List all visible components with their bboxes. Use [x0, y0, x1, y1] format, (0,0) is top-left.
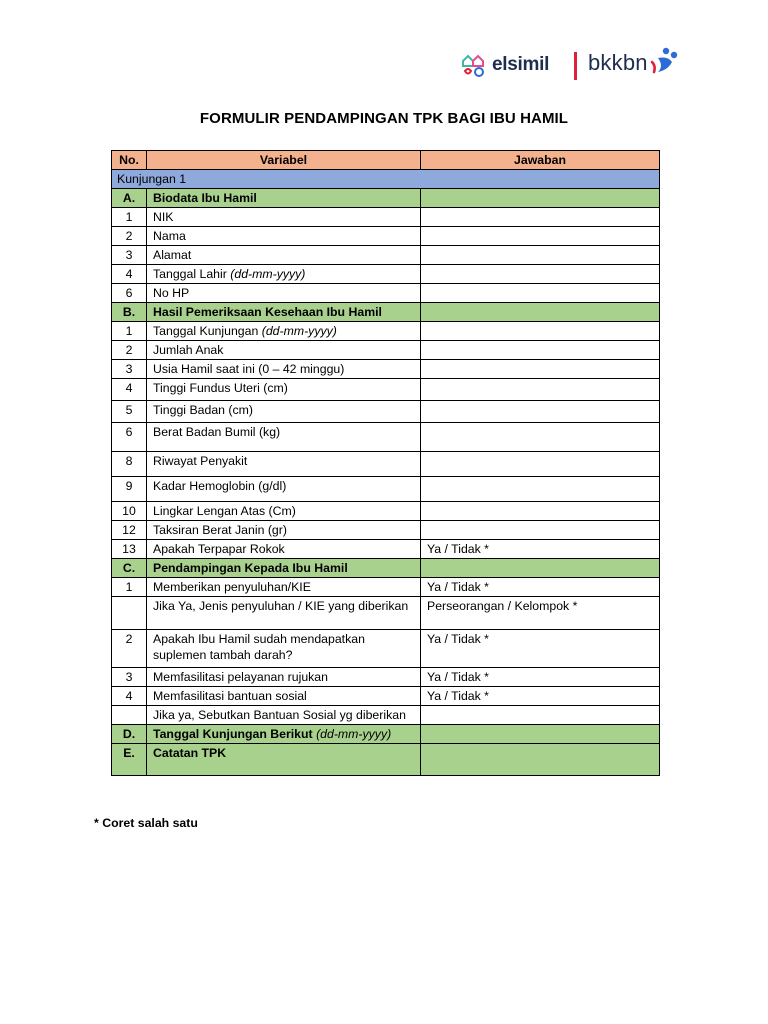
table-row	[112, 284, 660, 303]
section-row-c	[112, 559, 660, 578]
row-number: 8	[112, 452, 147, 477]
variable-label: Jika ya, Sebutkan Bantuan Sosial yg diberikan	[153, 708, 406, 722]
form-title: FORMULIR PENDAMPINGAN TPK BAGI IBU HAMIL	[199, 110, 569, 127]
variable-label: Nama	[153, 229, 186, 243]
variable-cell	[147, 322, 421, 341]
variable-cell	[147, 668, 421, 687]
variable-label: Memberikan penyuluhan/KIE	[153, 580, 311, 594]
row-number: 3	[112, 360, 147, 379]
footnote: * Coret salah satu	[94, 816, 198, 830]
variable-label: Tinggi Badan (cm)	[153, 403, 254, 417]
variable-cell	[147, 540, 421, 559]
answer-cell[interactable]	[421, 284, 660, 303]
variable-label: Taksiran Berat Janin (gr)	[153, 523, 287, 537]
variable-cell	[147, 284, 421, 303]
variable-label: Alamat	[153, 248, 192, 262]
variable-cell	[147, 687, 421, 706]
answer-cell[interactable]	[421, 502, 660, 521]
row-number: 1	[112, 322, 147, 341]
table-row	[112, 502, 660, 521]
logo-divider	[574, 52, 577, 80]
answer-cell[interactable]: Ya / Tidak *	[421, 668, 660, 687]
answer-cell[interactable]	[421, 341, 660, 360]
row-number	[112, 706, 147, 725]
logo-bar	[460, 46, 690, 90]
answer-cell[interactable]: Ya / Tidak *	[421, 687, 660, 706]
row-number: 1	[112, 578, 147, 597]
table-row	[112, 379, 660, 401]
section-b-rows	[112, 322, 660, 559]
section-label: Pendampingan Kepada Ibu Hamil	[147, 559, 421, 578]
row-number: 12	[112, 521, 147, 540]
row-number: 1	[112, 208, 147, 227]
variable-cell	[147, 360, 421, 379]
row-number: 2	[112, 341, 147, 360]
row-number: 13	[112, 540, 147, 559]
section-row-e	[112, 744, 660, 776]
variable-cell	[147, 379, 421, 401]
variable-label: Tanggal Kunjungan	[153, 324, 262, 338]
answer-cell[interactable]	[421, 322, 660, 341]
section-row-a	[112, 189, 660, 208]
form-table	[111, 150, 660, 776]
answer-cell[interactable]	[421, 189, 660, 208]
answer-cell[interactable]: Ya / Tidak *	[421, 578, 660, 597]
table-row	[112, 477, 660, 502]
table-row	[112, 630, 660, 668]
visit-row	[112, 170, 660, 189]
table-row	[112, 423, 660, 452]
answer-cell[interactable]	[421, 706, 660, 725]
table-row	[112, 668, 660, 687]
date-format-hint: (dd-mm-yyyy)	[230, 267, 306, 281]
section-no: C.	[112, 559, 147, 578]
row-number: 9	[112, 477, 147, 502]
variable-cell	[147, 423, 421, 452]
row-number: 5	[112, 401, 147, 423]
answer-cell[interactable]	[421, 246, 660, 265]
variable-cell	[147, 477, 421, 502]
answer-cell[interactable]	[421, 477, 660, 502]
row-number: 6	[112, 284, 147, 303]
bkkbn-wordmark: bkkbn	[588, 50, 648, 75]
answer-cell[interactable]	[421, 452, 660, 477]
table-row	[112, 246, 660, 265]
variable-cell	[147, 502, 421, 521]
elsimil-logo	[460, 50, 549, 80]
answer-cell[interactable]	[421, 208, 660, 227]
variable-cell	[147, 578, 421, 597]
table-row	[112, 540, 660, 559]
table-row	[112, 597, 660, 630]
section-label: Catatan TPK	[147, 744, 421, 776]
variable-cell	[147, 401, 421, 423]
section-label: Hasil Pemeriksaan Kesehaan Ibu Hamil	[147, 303, 421, 322]
variable-cell	[147, 265, 421, 284]
answer-cell[interactable]	[421, 360, 660, 379]
variable-cell	[147, 227, 421, 246]
variable-label: Tinggi Fundus Uteri (cm)	[153, 381, 288, 395]
answer-cell[interactable]	[421, 744, 660, 776]
table-row	[112, 401, 660, 423]
variable-label: Apakah Terpapar Rokok	[153, 542, 285, 556]
row-number: 4	[112, 379, 147, 401]
variable-label: Jika Ya, Jenis penyuluhan / KIE yang diberikan	[153, 599, 409, 613]
variable-cell	[147, 597, 421, 630]
table-row	[112, 322, 660, 341]
variable-label: Riwayat Penyakit	[153, 454, 248, 468]
answer-cell[interactable]: Ya / Tidak *	[421, 540, 660, 559]
row-number: 3	[112, 668, 147, 687]
row-number: 10	[112, 502, 147, 521]
table-row	[112, 521, 660, 540]
table-row	[112, 341, 660, 360]
row-number: 6	[112, 423, 147, 452]
row-number: 2	[112, 630, 147, 668]
section-label-text: Tanggal Kunjungan Berikut	[153, 727, 317, 741]
visit-label: Kunjungan 1	[112, 170, 660, 189]
answer-cell[interactable]	[421, 303, 660, 322]
elsimil-house-icon	[460, 50, 490, 80]
answer-cell[interactable]	[421, 423, 660, 452]
section-row-d	[112, 725, 660, 744]
section-c-rows	[112, 578, 660, 725]
header-answer: Jawaban	[421, 151, 660, 170]
answer-cell[interactable]: Ya / Tidak *	[421, 630, 660, 668]
row-number	[112, 597, 147, 630]
header-variable: Variabel	[147, 151, 421, 170]
answer-cell[interactable]	[421, 725, 660, 744]
date-format-hint: (dd-mm-yyyy)	[261, 324, 337, 338]
table-row	[112, 360, 660, 379]
variable-cell	[147, 208, 421, 227]
variable-label: Jumlah Anak	[153, 343, 224, 357]
bkkbn-logo	[588, 46, 680, 76]
date-format-hint: (dd-mm-yyyy)	[316, 727, 392, 741]
answer-cell[interactable]	[421, 379, 660, 401]
variable-label: No HP	[153, 286, 190, 300]
variable-cell	[147, 521, 421, 540]
answer-cell[interactable]	[421, 401, 660, 423]
variable-cell	[147, 452, 421, 477]
variable-label: Lingkar Lengan Atas (Cm)	[153, 504, 296, 518]
elsimil-wordmark: elsimil	[492, 54, 550, 75]
variable-label: Kadar Hemoglobin (g/dl)	[153, 479, 287, 493]
answer-cell[interactable]	[421, 227, 660, 246]
section-a-rows	[112, 208, 660, 303]
section-label	[147, 725, 421, 744]
answer-cell[interactable]	[421, 265, 660, 284]
table-row	[112, 208, 660, 227]
table-row	[112, 706, 660, 725]
row-number: 4	[112, 687, 147, 706]
variable-label: Apakah Ibu Hamil sudah mendapatkan suplemen tambah darah?	[153, 632, 365, 662]
section-no: E.	[112, 744, 147, 776]
table-row	[112, 265, 660, 284]
variable-label: Memfasilitasi bantuan sosial	[153, 689, 307, 703]
answer-cell[interactable]	[421, 559, 660, 578]
variable-label: Tanggal Lahir	[153, 267, 231, 281]
table-row	[112, 687, 660, 706]
table-row	[112, 227, 660, 246]
section-row-b	[112, 303, 660, 322]
variable-cell	[147, 706, 421, 725]
variable-label: Berat Badan Bumil (kg)	[153, 425, 281, 439]
section-no: A.	[112, 189, 147, 208]
table-row	[112, 452, 660, 477]
table-header-row	[112, 151, 660, 170]
answer-cell[interactable]: Perseorangan / Kelompok *	[421, 597, 660, 630]
bkkbn-figure-icon	[646, 46, 680, 76]
section-no: B.	[112, 303, 147, 322]
row-number: 2	[112, 227, 147, 246]
row-number: 3	[112, 246, 147, 265]
row-number: 4	[112, 265, 147, 284]
section-label: Biodata Ibu Hamil	[147, 189, 421, 208]
variable-cell	[147, 341, 421, 360]
variable-cell	[147, 246, 421, 265]
section-no: D.	[112, 725, 147, 744]
table-row	[112, 578, 660, 597]
variable-cell	[147, 630, 421, 668]
variable-label: Memfasilitasi pelayanan rujukan	[153, 670, 328, 684]
variable-label: NIK	[153, 210, 174, 224]
variable-label: Usia Hamil saat ini (0 – 42 minggu)	[153, 362, 345, 376]
header-no: No.	[112, 151, 147, 170]
answer-cell[interactable]	[421, 521, 660, 540]
